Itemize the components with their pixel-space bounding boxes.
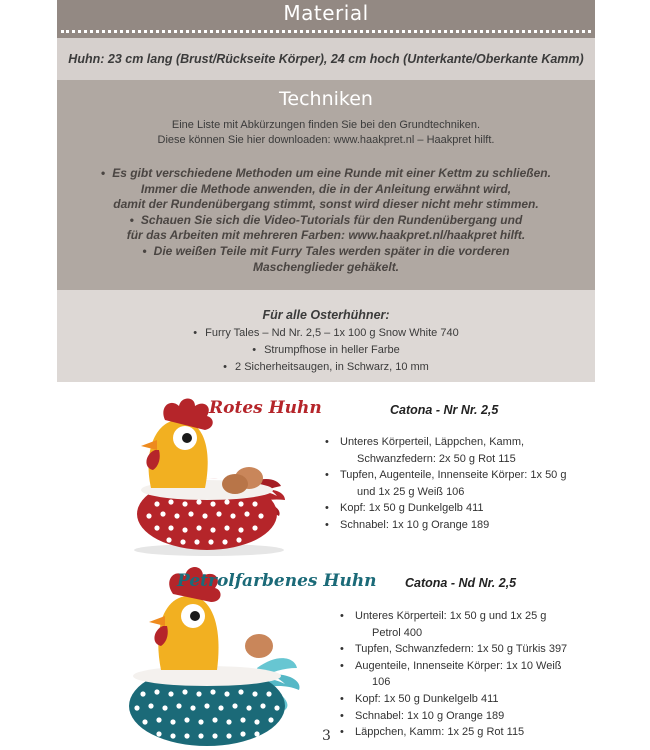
techniken-section: [57, 80, 595, 290]
red-chicken-yarn: Catona - Nr Nr. 2,5: [390, 403, 499, 417]
list-item: • Kopf: 1x 50 g Dunkelgelb 411: [337, 691, 597, 708]
osterhuehner-heading: Für alle Osterhühner:: [262, 308, 390, 322]
list-item: • Augenteile, Innenseite Körper: 1x 10 Weiß 106: [337, 658, 597, 691]
list-item: • Strumpfhose in heller Farbe: [252, 344, 400, 356]
techniken-item-cont: Maschenglieder gehäkelt.: [252, 259, 400, 274]
petrol-chicken-yarn-list: [337, 608, 597, 741]
measurements-bar: [57, 38, 595, 80]
techniken-item-cont: für das Arbeiten mit mehreren Farben: www.haakpret.nl/haakpret hilft.: [126, 228, 526, 243]
petrol-chicken-title: Petrolfarbenes Huhn: [177, 571, 377, 591]
techniken-intro: [57, 118, 595, 148]
petrol-chicken-yarn: Catona - Nd Nr. 2,5: [405, 576, 517, 590]
techniken-item-cont: damit der Rundenübergang stimmt, sonst wird dieser nicht mehr stimmen.: [113, 197, 539, 212]
techniken-title: Techniken: [279, 88, 373, 110]
list-item: • 2 Sicherheitsaugen, in Schwarz, 10 mm: [223, 361, 429, 373]
list-item: • Schnabel: 1x 10 g Orange 189: [322, 517, 602, 534]
intro-line: Eine Liste mit Abkürzungen finden Sie bei den Grundtechniken.: [171, 119, 481, 131]
techniken-item-cont: Immer die Methode anwenden, die in der Anleitung erwähnt wird,: [140, 181, 512, 196]
list-item: • Tupfen, Schwanzfedern: 1x 50 g Türkis 397: [337, 641, 597, 658]
techniken-list: [67, 166, 585, 275]
stitch-divider: [61, 30, 591, 33]
page-number: 3: [322, 728, 331, 744]
red-chicken-title: Rotes Huhn: [209, 398, 322, 418]
list-item: • Tupfen, Augenteile, Innenseite Körper: 1x 50 g und 1x 25 g Weiß 106: [322, 467, 602, 500]
techniken-item: • Die weißen Teile mit Furry Tales werden später in die vorderen: [142, 243, 510, 258]
techniken-item: • Schauen Sie sich die Video-Tutorials für den Rundenübergang und: [129, 212, 523, 227]
list-item: • Schnabel: 1x 10 g Orange 189: [337, 708, 597, 725]
list-item: • Kopf: 1x 50 g Dunkelgelb 411: [322, 500, 602, 517]
techniken-item: • Es gibt verschiedene Methoden um eine Runde mit einer Kettm zu schließen.: [101, 166, 551, 180]
intro-line: Diese können Sie hier downloaden: www.haakpret.nl – Haakpret hilft.: [157, 134, 495, 146]
list-item: • Läppchen, Kamm: 1x 25 g Rot 115: [337, 724, 597, 741]
pattern-page: [57, 0, 595, 750]
list-item: • Unteres Körperteil, Läppchen, Kamm, Schwanzfedern: 2x 50 g Rot 115: [322, 434, 602, 467]
osterhuehner-section: [57, 290, 595, 382]
measurements-text: Huhn: 23 cm lang (Brust/Rückseite Körper), 24 cm hoch (Unterkante/Oberkante Kamm): [68, 52, 584, 66]
list-item: • Unteres Körperteil: 1x 50 g und 1x 25 g Petrol 400: [337, 608, 597, 641]
red-chicken-yarn-list: [322, 434, 602, 534]
material-title: Material: [283, 1, 369, 25]
list-item: • Furry Tales – Nd Nr. 2,5 – 1x 100 g Snow White 740: [193, 327, 459, 339]
osterhuehner-list: [57, 325, 595, 376]
material-header: [57, 0, 595, 38]
